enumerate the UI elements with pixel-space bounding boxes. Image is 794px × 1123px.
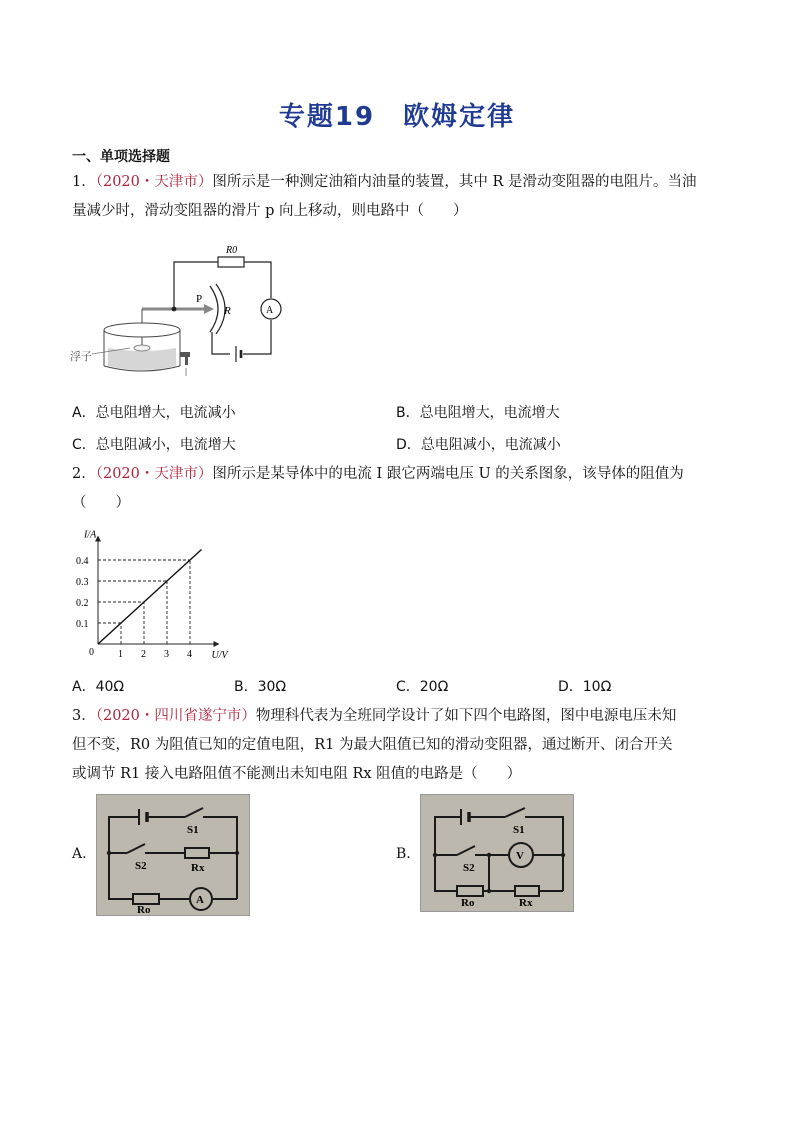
voltmeter-label: V — [516, 850, 524, 862]
rx-label: Rx — [191, 862, 205, 874]
question-text-line2: 但不变，R0 为阻值已知的定值电阻，R1 为最大阻值已知的滑动变阻器，通过断开、闭合开关 — [72, 737, 673, 753]
rx-label: Rx — [519, 897, 533, 909]
x-tick-label: 3 — [164, 649, 169, 660]
question-source: （2020・天津市） — [95, 466, 213, 482]
question-text-line1: 图所示是一种测定油箱内油量的装置，其中 R 是滑动变阻器的电阻片。当油 — [212, 174, 697, 190]
q2-option-a[interactable]: A．40Ω — [72, 679, 125, 695]
question-number: 2． — [72, 466, 96, 482]
y-tick-label: 0.2 — [76, 598, 89, 609]
q2-option-d[interactable]: D．10Ω — [558, 679, 612, 695]
question-number: 3． — [72, 708, 96, 724]
question-text-line2: 量减少时，滑动变阻器的滑片 p 向上移动，则电路中（ ） — [72, 203, 468, 219]
y-tick-label: 0.3 — [76, 577, 89, 588]
y-tick-label: 0.4 — [76, 556, 89, 567]
y-tick-label: 0.1 — [76, 619, 89, 630]
q2-option-c[interactable]: C．20Ω — [396, 679, 449, 695]
q1-option-d[interactable]: D．总电阻减小，电流减小 — [396, 437, 561, 453]
section-heading: 一、单项选择题 — [72, 149, 170, 165]
question-2 — [72, 460, 726, 518]
q1-option-c[interactable]: C．总电阻减小，电流增大 — [72, 437, 236, 453]
current-voltage-line — [98, 550, 202, 645]
oil-gauge-circuit-figure — [70, 236, 288, 386]
circuit-diagram-a — [97, 795, 249, 915]
question-source: （2020・天津市） — [95, 174, 213, 190]
circuit-diagram-b — [421, 795, 573, 911]
y-axis-label: I/A — [84, 529, 97, 541]
slider-p-label: P — [196, 293, 203, 305]
question-text-line1: 图所示是某导体中的电流 I 跟它两端电压 U 的关系图象，该导体的阻值为 — [212, 466, 684, 482]
x-axis-arrow — [214, 641, 220, 647]
x-axis-label: U/V — [211, 650, 228, 661]
question-1 — [72, 168, 726, 226]
question-text-line1: 物理科代表为全班同学设计了如下四个电路图，图中电源电压未知 — [255, 708, 677, 724]
x-tick-label: 1 — [118, 649, 123, 660]
ammeter-label: A — [266, 305, 274, 316]
figure-b-label[interactable]: B. — [396, 846, 411, 862]
r0-label: Ro — [137, 904, 151, 916]
q1-option-a[interactable]: A．总电阻增大，电流减小 — [72, 405, 236, 421]
circuit-photo-a — [96, 794, 250, 916]
circuit-photo-b — [420, 794, 574, 912]
current-voltage-graph — [72, 524, 242, 664]
float-label: 浮子 — [70, 351, 92, 363]
q2-option-b[interactable]: B．30Ω — [234, 679, 287, 695]
figure-a-label[interactable]: A. — [72, 846, 87, 862]
ammeter-label: A — [196, 894, 204, 906]
question-text-line2: （ ） — [72, 495, 130, 511]
s1-label: S1 — [187, 824, 199, 836]
page-title: 专题19 欧姆定律 — [278, 102, 516, 132]
question-text-line3: 或调节 R1 接入电路阻值不能测出未知电阻 Rx 阻值的电路是（ ） — [72, 766, 522, 782]
origin-label: 0 — [89, 647, 94, 658]
question-source: （2020・四川省遂宁市） — [95, 708, 256, 724]
x-tick-label: 2 — [141, 649, 146, 660]
r0-label: R0 — [226, 245, 238, 256]
r0-label: Ro — [461, 897, 475, 909]
s2-label: S2 — [463, 862, 475, 874]
s2-label: S2 — [135, 860, 147, 872]
r-label: R — [224, 305, 231, 317]
s1-label: S1 — [513, 824, 525, 836]
q1-option-b[interactable]: B．总电阻增大，电流增大 — [396, 405, 560, 421]
question-3 — [72, 702, 726, 789]
x-tick-label: 4 — [187, 649, 192, 660]
question-number: 1． — [72, 174, 96, 190]
